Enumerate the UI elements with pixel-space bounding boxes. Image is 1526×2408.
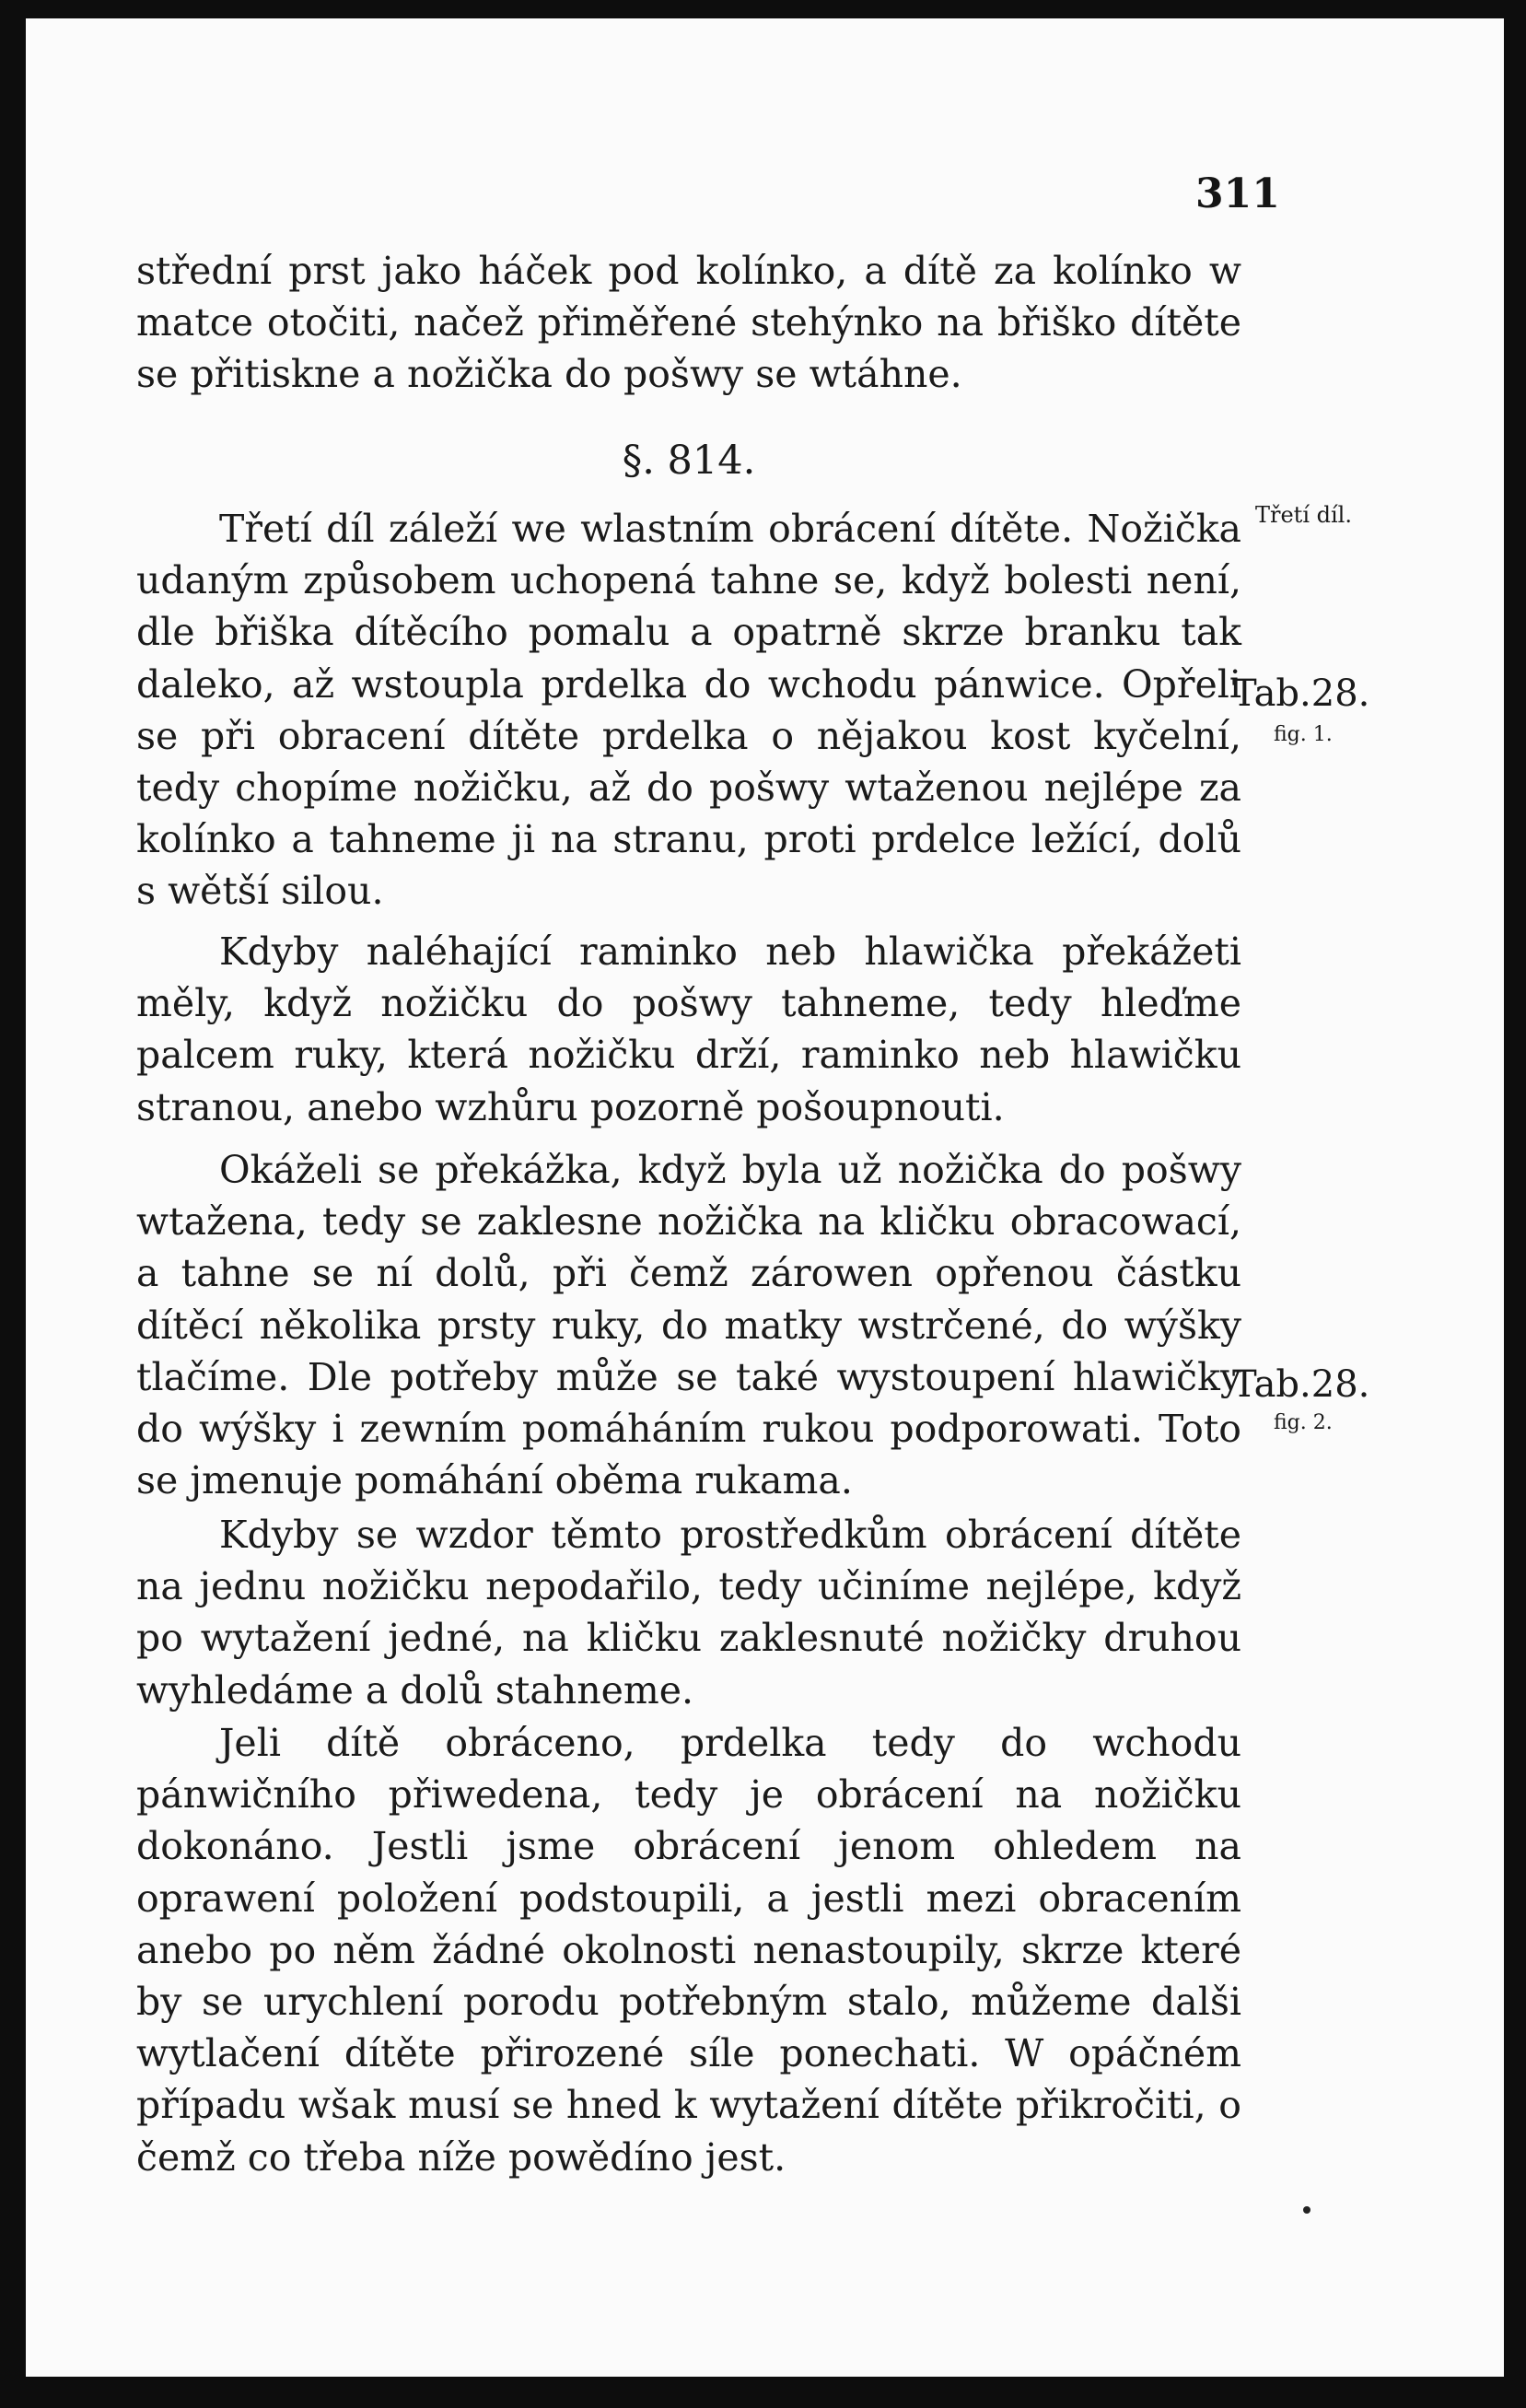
margin-note-third-part: Třetí díl. (1255, 502, 1352, 528)
page-number: 311 (1195, 170, 1280, 217)
margin-note-figure-2: fig. 2. (1274, 1411, 1333, 1434)
book-page (26, 18, 1504, 2377)
paragraph-hook: Okáželi se překážka, když byla už nožička do pošwy wtažena, tedy se zaklesne nožička na kličku obracowací, a tahne se ní dolů, při čemž zárowen opřenou částku dítěcí několika prsty ruky, do matky wstrčené, do wýšky tlačíme. Dle potřeby může se také wystoupení hlawičky do wýšky i zewním pomáháním rukou podporowati. Toto se jmenuje pomáhání oběma rukama. (136, 1148, 1241, 1503)
margin-note-figure-1: fig. 1. (1274, 723, 1333, 746)
paragraph-obstacle: Kdyby naléhající raminko neb hlawička překážeti měly, když nožičku do pošwy tahneme, tedy hleďme palcem ruky, která nožičku drží, raminko neb hlawičku stranou, anebo wzhůru pozorně pošoupnouti. (136, 929, 1241, 1129)
margin-note-plate-1: Tab.28. (1232, 672, 1370, 715)
paragraph-third-part: Třetí díl záleží we wlastním obrácení dítěte. Nožička udaným způsobem uchopená tahne se, když bolesti není, dle břiška dítěcího pomalu a opatrně skrze branku tak daleko, až wstoupla prdelka do wchodu pánwice. Opřeli se při obracení dítěte prdelka o nějakou kost kyčelní, tedy chopíme nožičku, až do pošwy wtaženou nejlépe za kolínko a tahneme ji na stranu, proti prdelce ležící, dolů s wětší silou. (136, 507, 1241, 914)
paragraph-completion: Jeli dítě obráceno, prdelka tedy do wchodu pánwičního přiwedena, tedy je obrácení na nožičku dokonáno. Jestli jsme obrácení jenom ohledem na oprawení položení podstoupili, a jestli mezi obracením anebo po něm žádné okolnosti nenastoupily, skrze které by se urychlení porodu potřebným stalo, můžeme dalši wytlačení dítěte přirozené síle ponechati. W opáčném případu wšak musí se hned k wytažení dítěte přikročiti, o čemž co třeba níže powědíno jest. (136, 1721, 1241, 2180)
paragraph-intro: střední prst jako háček pod kolínko, a dítě za kolínko w matce otočiti, načež přiměřené stehýnko na břiško dítěte se přitiskne a nožička do pošwy se wtáhne. (136, 249, 1241, 397)
margin-note-plate-2: Tab.28. (1232, 1363, 1370, 1406)
paragraph-failure: Kdyby se wzdor těmto prostředkům obrácení dítěte na jednu nožičku nepodařilo, tedy učiníme nejlépe, když po wytažení jedné, na kličku zaklesnuté nožičky druhou wyhledáme a dolů stahneme. (136, 1513, 1241, 1712)
section-heading: §. 814. (622, 438, 756, 484)
ink-speck (1303, 2206, 1310, 2214)
